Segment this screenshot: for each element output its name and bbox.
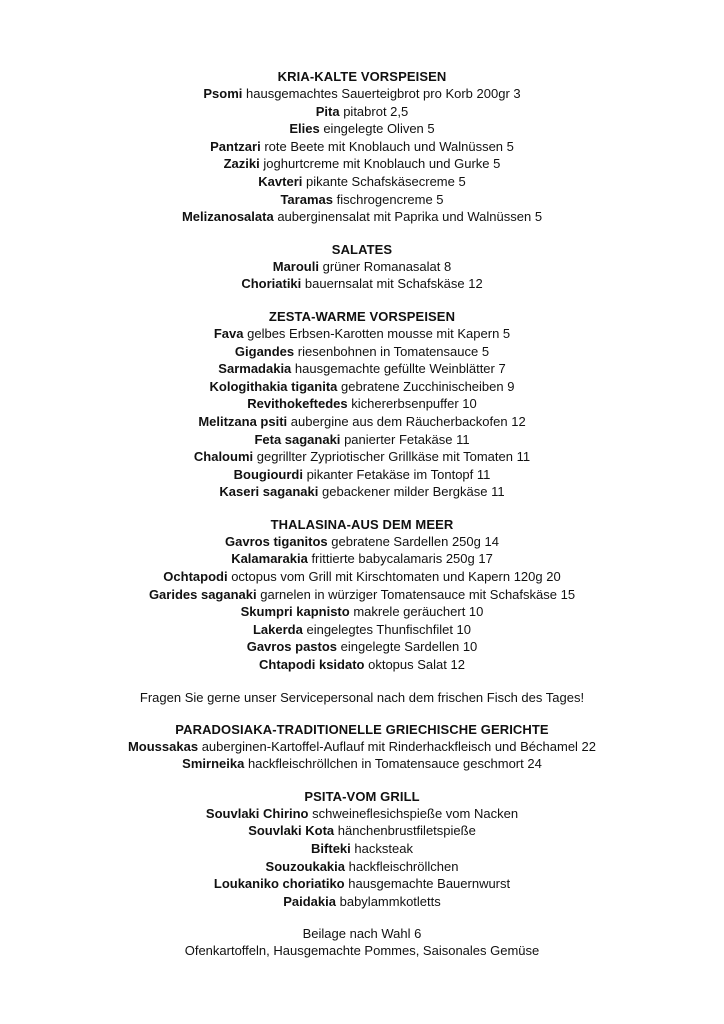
menu-section-salates: [0, 241, 724, 293]
side-dish-footer: [0, 925, 724, 959]
dish-name: Bifteki: [311, 841, 351, 856]
dish-name: Kaseri saganaki: [219, 484, 319, 500]
dish-name: Chtapodi ksidato: [259, 657, 365, 673]
menu-item: [0, 173, 724, 191]
menu-item: [0, 431, 724, 449]
dish-description: kichererbsenpuffer 10: [351, 396, 477, 412]
dish-name: Garides saganaki: [148, 586, 257, 602]
menu-item: [0, 466, 724, 484]
menu-sections-lower: [0, 721, 724, 911]
dish-name: Paidakia: [283, 893, 336, 909]
menu-item: [0, 191, 724, 209]
menu-item: [0, 656, 724, 674]
menu-item: [0, 103, 724, 121]
menu-section-thalasina-aus-dem-meer: [0, 516, 724, 674]
dish-description: pikante Schafskäsecreme 5: [306, 173, 466, 189]
menu-item: [0, 858, 724, 876]
dish-name: Moussakas: [127, 738, 199, 754]
dish-name: Zaziki: [223, 156, 260, 172]
dish-name: Smirneika: [182, 756, 245, 772]
dish-name: Bougiourdi: [233, 466, 303, 482]
dish-description: hausgemachtes Sauerteigbrot pro Korb 200gr 3: [246, 86, 521, 101]
menu-item: [0, 822, 724, 840]
side-dish-options: Ofenkartoffeln, Hausgemachte Pommes, Saisonales Gemüse: [184, 943, 540, 959]
dish-name: Choriatiki: [241, 276, 302, 292]
dish-name: Kologithakia tiganita: [209, 378, 338, 394]
section-title: SALATES: [331, 241, 393, 257]
dish-name: Kalamarakia: [231, 551, 308, 567]
dish-name: Chaloumi: [193, 449, 254, 465]
dish-name: Kavteri: [258, 173, 303, 189]
menu-item: [0, 603, 724, 621]
dish-description: oktopus Salat 12: [368, 657, 465, 673]
menu-item: [0, 483, 724, 501]
dish-description: panierter Fetakäse 11: [344, 431, 470, 447]
dish-name: Souvlaki Chirino: [205, 805, 309, 821]
dish-name: Gavros tiganitos: [225, 533, 328, 549]
dish-description: hackfleischröllchen in Tomatensauce geschmort 24: [247, 756, 542, 772]
dish-name: Souzoukakia: [265, 858, 345, 874]
menu-item: [0, 258, 724, 276]
menu-item: [0, 325, 724, 343]
dish-name: Ochtapodi: [163, 569, 228, 585]
dish-description: eingelegtes Thunfischfilet 10: [306, 621, 472, 637]
dish-name: Revithokeftedes: [247, 396, 348, 412]
dish-name: Melizanosalata: [181, 209, 274, 225]
menu-item: [0, 448, 724, 466]
menu-sections-upper: [0, 68, 724, 674]
menu-item: [0, 621, 724, 639]
dish-description: pikanter Fetakäse im Tontopf 11: [306, 466, 491, 482]
menu-item: [0, 155, 724, 173]
dish-name: Fava: [213, 325, 244, 341]
dish-name: Lakerda: [252, 621, 303, 637]
menu-item: [0, 533, 724, 551]
dish-description: gelbes Erbsen-Karotten mousse mit Kapern 5: [247, 325, 511, 341]
dish-name: Gavros pastos: [246, 639, 338, 655]
dish-description: hänchenbrustfiletspieße: [337, 823, 476, 839]
menu-item: [0, 893, 724, 911]
menu-item: [0, 840, 724, 858]
menu-item: [0, 738, 724, 756]
dish-description: gegrillter Zypriotischer Grillkäse mit Tomaten 11: [256, 449, 531, 465]
dish-name: Feta saganaki: [254, 431, 341, 447]
dish-name: Psomi: [203, 86, 243, 101]
dish-description: makrele geräuchert 10: [353, 604, 484, 620]
fish-of-the-day-note: Fragen Sie gerne unser Servicepersonal nach dem frischen Fisch des Tages!: [139, 689, 585, 705]
menu-item: [0, 360, 724, 378]
menu-item: [0, 413, 724, 431]
dish-name: Sarmadakia: [218, 361, 292, 377]
dish-description: gebackener milder Bergkäse 11: [322, 484, 505, 500]
dish-name: Souvlaki Kota: [248, 823, 335, 839]
section-title: PARADOSIAKA-TRADITIONELLE GRIECHISCHE GERICHTE: [175, 721, 549, 737]
dish-description: auberginen-Kartoffel-Auflauf mit Rinderhackfleisch und Béchamel 22: [201, 738, 597, 754]
side-dish-price: Beilage nach Wahl 6: [302, 926, 422, 942]
section-title: PSITA-VOM GRILL: [304, 788, 420, 804]
dish-name: Loukaniko choriatiko: [213, 876, 345, 892]
dish-description: hackfleischröllchen: [348, 858, 459, 874]
dish-description: eingelegte Oliven 5: [323, 121, 435, 137]
menu-item: [0, 568, 724, 586]
dish-description: joghurtcreme mit Knoblauch und Gurke 5: [263, 156, 501, 172]
menu-item: [0, 378, 724, 396]
dish-description: fischrogencreme 5: [336, 191, 444, 207]
dish-name: Gigandes: [234, 343, 295, 359]
dish-description: riesenbohnen in Tomatensauce 5: [297, 343, 490, 359]
dish-description: hausgemachte Bauernwurst: [348, 876, 511, 892]
menu-item: [0, 208, 724, 226]
dish-description: schweineflesichspieße vom Nacken: [312, 805, 519, 821]
dish-description: bauernsalat mit Schafskäse 12: [304, 276, 483, 292]
dish-name: Pita: [315, 103, 340, 119]
menu-item: [0, 395, 724, 413]
menu-section-psita-vom-grill: [0, 788, 724, 911]
menu-item: [0, 343, 724, 361]
section-title: KRIA-KALTE VORSPEISEN: [277, 69, 447, 84]
dish-name: Elies: [289, 121, 320, 137]
dish-description: hacksteak: [354, 841, 413, 856]
menu-item: [0, 85, 724, 103]
section-title: ZESTA-WARME VORSPEISEN: [268, 308, 456, 324]
dish-description: babylammkotletts: [339, 893, 441, 909]
dish-description: eingelegte Sardellen 10: [340, 639, 478, 655]
section-title: THALASINA-AUS DEM MEER: [270, 516, 454, 532]
dish-name: Marouli: [272, 258, 319, 274]
menu-item: [0, 586, 724, 604]
dish-description: pitabrot 2,5: [343, 103, 409, 119]
menu-item: [0, 275, 724, 293]
menu-section-zesta-warme-vorspeisen: [0, 308, 724, 501]
dish-description: garnelen in würziger Tomatensauce mit Schafskäse 15: [260, 586, 576, 602]
menu-item: [0, 875, 724, 893]
dish-description: hausgemachte gefüllte Weinblätter 7: [294, 361, 506, 377]
menu-section-paradosiaka-traditionelle-griechische-gerichte: [0, 721, 724, 773]
dish-description: auberginensalat mit Paprika und Walnüssen 5: [277, 209, 543, 225]
menu-item: [0, 805, 724, 823]
menu-item: [0, 120, 724, 138]
menu-section-kria-kalte-vorspeisen: [0, 68, 724, 226]
dish-description: octopus vom Grill mit Kirschtomaten und Kapern 120g 20: [231, 569, 561, 585]
menu-item: [0, 755, 724, 773]
menu-item: [0, 550, 724, 568]
dish-description: gebratene Sardellen 250g 14: [331, 533, 499, 549]
dish-name: Melitzana psiti: [198, 413, 288, 429]
dish-name: Pantzari: [210, 138, 261, 154]
dish-description: aubergine aus dem Räucherbackofen 12: [290, 413, 526, 429]
dish-description: grüner Romanasalat 8: [322, 258, 452, 274]
dish-description: rote Beete mit Knoblauch und Walnüssen 5: [264, 138, 514, 154]
dish-description: gebratene Zucchinischeiben 9: [341, 378, 515, 394]
dish-name: Skumpri kapnisto: [240, 604, 350, 620]
dish-description: frittierte babycalamaris 250g 17: [311, 551, 493, 567]
menu-item: [0, 138, 724, 156]
menu-item: [0, 638, 724, 656]
dish-name: Taramas: [280, 191, 333, 207]
